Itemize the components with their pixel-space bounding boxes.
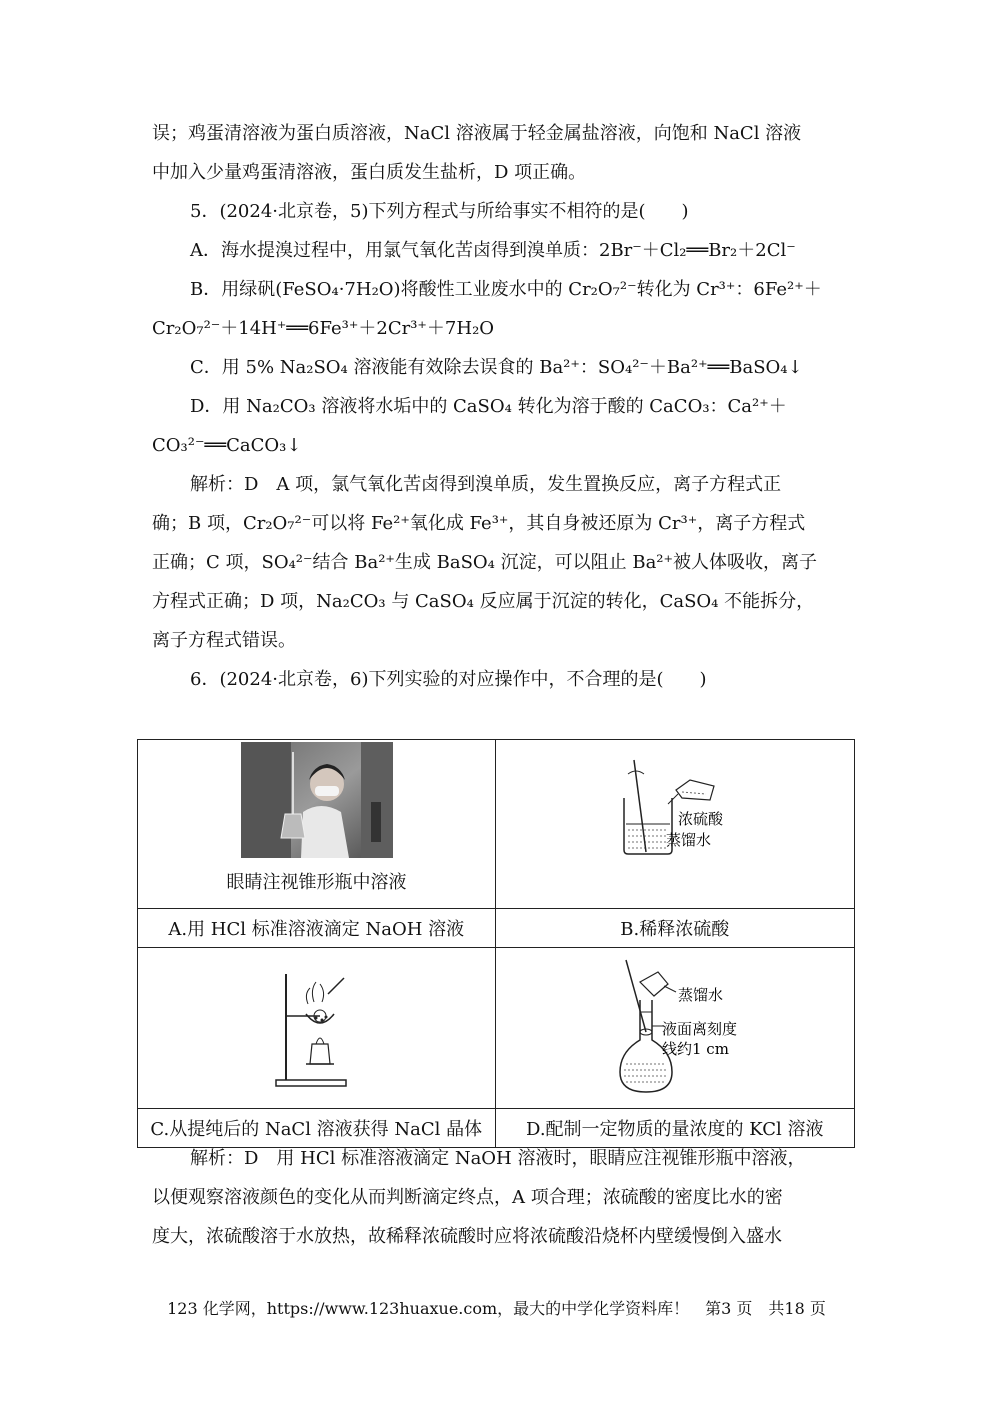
evaporation-diagram xyxy=(270,964,370,1094)
photo-caption: 眼睛注视锥形瓶中溶液 xyxy=(226,872,407,893)
analysis-6-cont: 度大，浓硫酸溶于水放热，故稀释浓硫酸时应将浓硫酸沿烧杯内壁缓慢倒入盛水 xyxy=(152,1226,782,1247)
label-level-2: 线约1 cm xyxy=(661,1040,729,1058)
question-5-stem: 5．(2024·北京卷，5)下列方程式与所给事实不相符的是( ) xyxy=(190,201,689,222)
cell-a-label: A.用 HCl 标准溶液滴定 NaOH 溶液 xyxy=(138,909,496,948)
page-footer: 123 化学网，https://www.123huaxue.com，最大的中学化学资料库！ 第3 页 共18 页 xyxy=(167,1299,826,1318)
cell-d-label: D.配制一定物质的量浓度的 KCl 溶液 xyxy=(495,1109,854,1148)
volumetric-flask-diagram xyxy=(606,956,766,1101)
question-6-stem: 6．(2024·北京卷，6)下列实验的对应操作中，不合理的是( ) xyxy=(190,669,707,690)
paragraph-line: 误；鸡蛋清溶液为蛋白质溶液，NaCl 溶液属于轻金属盐溶液，向饱和 NaCl 溶液 xyxy=(152,123,802,144)
cell-c-image xyxy=(138,948,496,1109)
analysis-6-cont: 以便观察溶液颜色的变化从而判断滴定终点，A 项合理；浓硫酸的密度比水的密 xyxy=(152,1187,783,1208)
option-c: C．用 5% Na₂SO₄ 溶液能有效除去误食的 Ba²⁺：SO₄²⁻＋Ba²⁺══BaSO₄↓ xyxy=(190,357,803,378)
label-conc-acid: 浓硫酸 xyxy=(677,810,723,828)
paragraph-line: 中加入少量鸡蛋清溶液，蛋白质发生盐析，D 项正确。 xyxy=(152,162,587,183)
analysis-6: 解析：D 用 HCl 标准溶液滴定 NaOH 溶液时，眼睛应注视锥形瓶中溶液， xyxy=(190,1148,806,1169)
label-water: 蒸馏水 xyxy=(677,986,723,1004)
cell-a-image xyxy=(138,740,496,909)
analysis-5-cont: 正确；C 项，SO₄²⁻结合 Ba²⁺生成 BaSO₄ 沉淀，可以阻止 Ba²⁺被人体吸收，离子 xyxy=(152,552,818,573)
label-water: 蒸馏水 xyxy=(665,831,711,849)
cell-b-image xyxy=(495,740,854,909)
options-table xyxy=(137,739,855,1148)
analysis-5-cont: 确；B 项，Cr₂O₇²⁻可以将 Fe²⁺氧化成 Fe³⁺，其自身被还原为 Cr³⁺，离子方程式 xyxy=(152,513,806,534)
analysis-5-cont: 离子方程式错误。 xyxy=(152,630,296,651)
dilution-diagram xyxy=(606,752,766,882)
option-d-cont: CO₃²⁻══CaCO₃↓ xyxy=(152,435,302,456)
titration-photo xyxy=(241,742,393,858)
option-b-cont: Cr₂O₇²⁻＋14H⁺══6Fe³⁺＋2Cr³⁺＋7H₂O xyxy=(152,318,495,339)
analysis-5: 解析：D A 项，氯气氧化苦卤得到溴单质，发生置换反应，离子方程式正 xyxy=(190,474,782,495)
option-a: A．海水提溴过程中，用氯气氧化苦卤得到溴单质：2Br⁻＋Cl₂══Br₂＋2Cl⁻ xyxy=(190,240,796,261)
cell-c-label: C.从提纯后的 NaCl 溶液获得 NaCl 晶体 xyxy=(138,1109,496,1148)
analysis-5-cont: 方程式正确；D 项，Na₂CO₃ 与 CaSO₄ 反应属于沉淀的转化，CaSO₄ 不能拆分， xyxy=(152,591,815,612)
option-b: B．用绿矾(FeSO₄·7H₂O)将酸性工业废水中的 Cr₂O₇²⁻转化为 Cr³⁺：6Fe²⁺＋ xyxy=(190,279,822,300)
option-d: D．用 Na₂CO₃ 溶液将水垢中的 CaSO₄ 转化为溶于酸的 CaCO₃：Ca²⁺＋ xyxy=(190,396,787,417)
label-level-1: 液面离刻度 xyxy=(661,1020,737,1038)
cell-b-label: B.稀释浓硫酸 xyxy=(495,909,854,948)
cell-d-image xyxy=(495,948,854,1109)
